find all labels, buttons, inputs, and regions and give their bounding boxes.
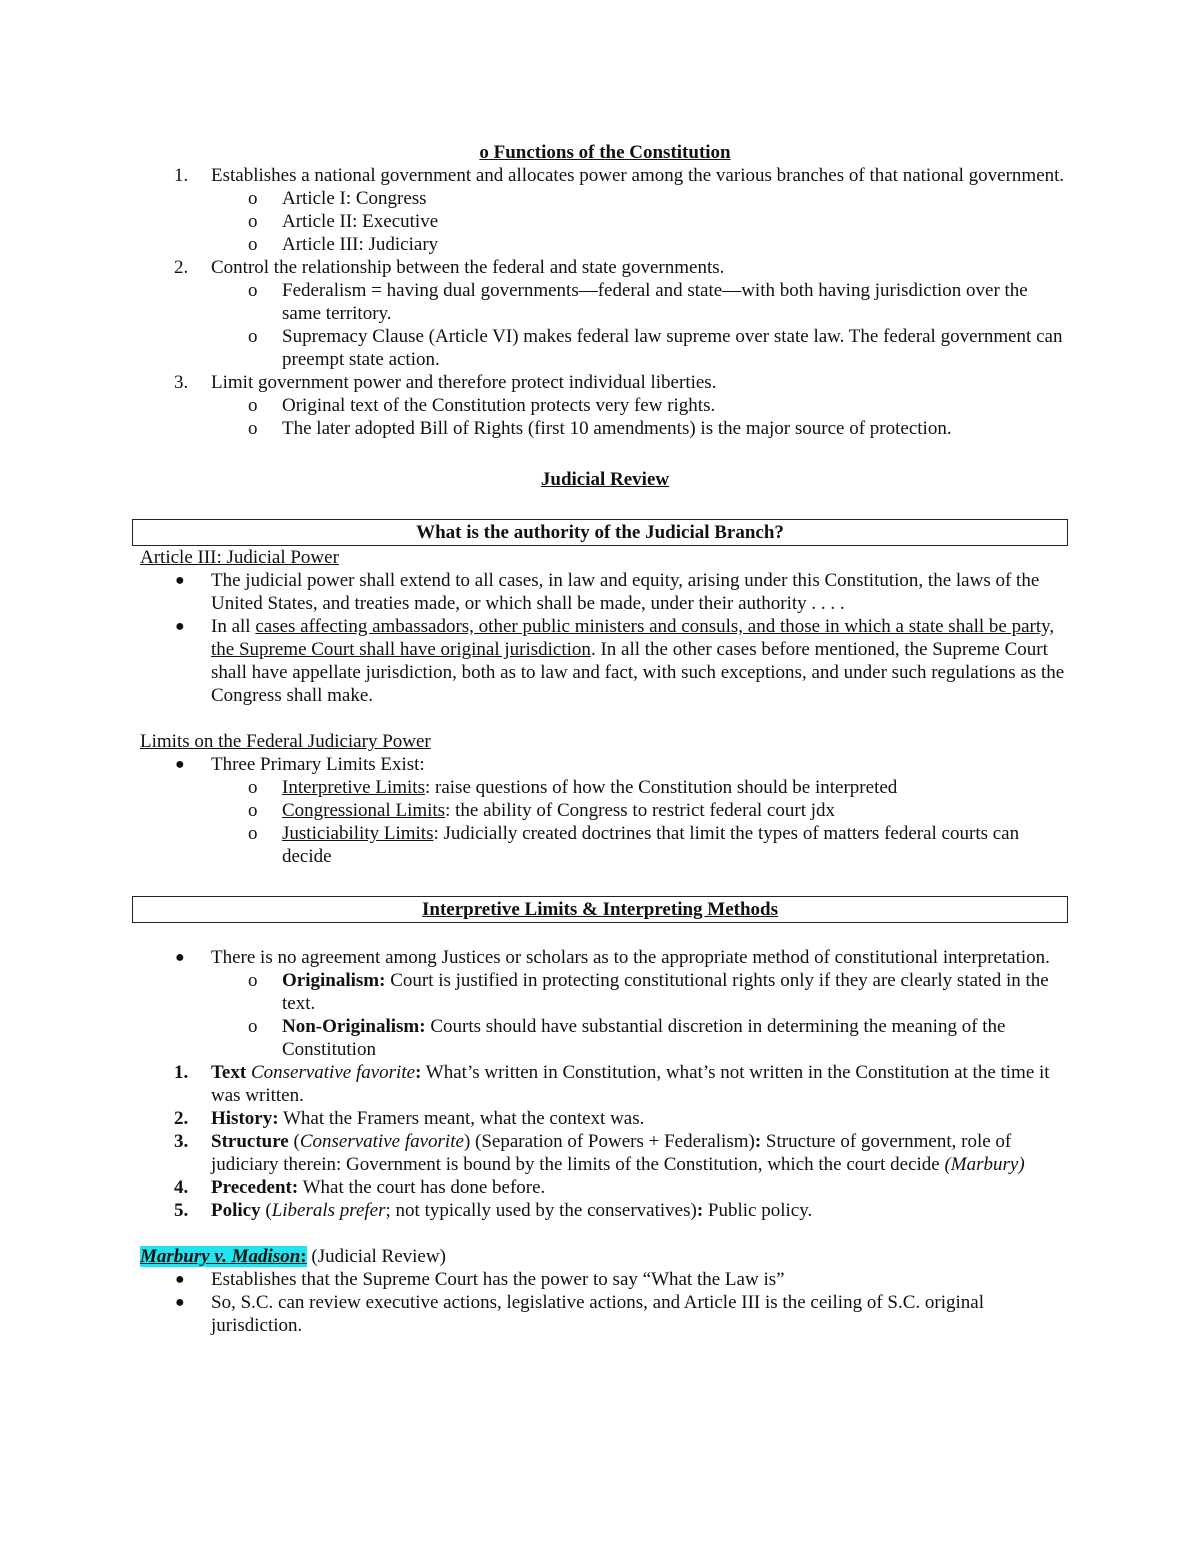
bullet-icon: ● — [175, 949, 185, 966]
method-label: Text — [211, 1062, 247, 1083]
nonoriginalism-label: Non-Originalism: — [282, 1016, 426, 1037]
sub-item — [140, 210, 1070, 233]
bullet-item — [140, 615, 1070, 707]
limit-text: : Judicially created doctrines that limit the types of matters federal courts can decide — [282, 823, 1020, 867]
sub-item — [140, 233, 1070, 256]
list-number: 4. — [174, 1177, 189, 1198]
sub-item — [140, 279, 1070, 325]
bullet-item — [140, 1291, 1070, 1337]
o-bullet-icon: o — [248, 800, 258, 821]
bullet-icon: ● — [175, 1271, 185, 1288]
bullet-text — [211, 615, 1070, 707]
method-label: Policy — [211, 1200, 261, 1221]
originalism-label: Originalism: — [282, 970, 386, 991]
method-label: History: — [211, 1108, 279, 1129]
o-bullet-icon: o — [248, 823, 258, 844]
bullet-item — [140, 946, 1070, 969]
case-subtitle: (Judicial Review) — [306, 1246, 446, 1267]
bullet-icon: ● — [175, 756, 185, 773]
method-extra: ; not typically used by the conservatives) — [385, 1200, 697, 1221]
bullet-text-post: . In all the other cases before mentioned, the Supreme Court shall have appellate jurisdiction, both as to law and fact, with such exceptions, and under such regulations as the Congress shall make. — [211, 639, 1065, 706]
method-desc: What the Framers meant, what the context was. — [278, 1108, 645, 1129]
case-name: Marbury v. Madison — [140, 1246, 301, 1267]
section-title-functions: o Functions of the Constitution — [479, 142, 731, 163]
sub-text — [282, 1015, 1070, 1061]
method-text — [211, 1061, 1070, 1107]
o-bullet-icon: o — [248, 395, 258, 416]
originalism-text: Court is justified in protecting constitutional rights only if they are clearly stated in the text. — [282, 970, 1049, 1014]
limit-text: : raise questions of how the Constitution should be interpreted — [424, 777, 898, 798]
o-bullet-icon: o — [248, 1016, 258, 1037]
sub-item — [140, 394, 1070, 417]
method-text — [211, 1107, 1070, 1130]
sub-text — [282, 799, 1070, 822]
method-desc: Structure of government, role of judiciary therein: Government is bound by the limits of the Constitution, which the court decide — [211, 1131, 1012, 1175]
bullet-item — [140, 569, 1070, 615]
sub-item — [140, 325, 1070, 371]
list-number: 1. — [174, 165, 189, 186]
list-item — [140, 256, 1070, 279]
bullet-text: So, S.C. can review executive actions, legislative actions, and Article III is the ceiling of S.C. original jurisdiction. — [211, 1292, 984, 1336]
o-bullet-icon: o — [248, 326, 258, 347]
bullet-item — [140, 753, 1070, 776]
method-item — [140, 1176, 1070, 1199]
o-bullet-icon: o — [248, 234, 258, 255]
sub-text: Article I: Congress — [282, 188, 427, 209]
o-bullet-icon: o — [248, 777, 258, 798]
sub-text — [282, 969, 1070, 1015]
method-sep: : — [696, 1200, 704, 1221]
sub-text: Article III: Judiciary — [282, 234, 439, 255]
list-item — [140, 164, 1070, 187]
method-text — [211, 1176, 1070, 1199]
method-text: Structure (Conservative favorite) (Separation of Powers + Federalism): Structure of government, role of judiciary therein: Government is bound by the limits of the Constitution, which the court decide (Marbury) — [211, 1131, 1025, 1175]
method-sep: : — [754, 1131, 762, 1152]
sub-text: Supremacy Clause (Article VI) makes federal law supreme over state law. The federal government can preempt state action. — [282, 326, 1063, 370]
list-number: 2. — [174, 1108, 189, 1129]
list-number: 1. — [174, 1062, 189, 1083]
bullet-item — [140, 1268, 1070, 1291]
sub-text: The later adopted Bill of Rights (first 10 amendments) is the major source of protection. — [282, 418, 952, 439]
method-note: Conservative favorite — [250, 1062, 416, 1083]
sub-item — [140, 187, 1070, 210]
o-bullet-icon: o — [248, 280, 258, 301]
o-bullet-icon: o — [248, 188, 258, 209]
bullet-icon: ● — [175, 618, 185, 635]
limits-heading: Limits on the Federal Judiciary Power — [140, 731, 431, 752]
method-label: Precedent: — [211, 1177, 299, 1198]
case-colon: : — [300, 1246, 307, 1267]
method-desc: What the court has done before. — [298, 1177, 546, 1198]
list-number: 5. — [174, 1200, 189, 1221]
method-note: Liberals prefer — [271, 1200, 386, 1221]
sub-text: Article II: Executive — [282, 211, 439, 232]
method-item — [140, 1130, 1070, 1176]
sub-item — [140, 1015, 1070, 1061]
o-bullet-icon: o — [248, 418, 258, 439]
nonoriginalism-text: Courts should have substantial discretion in determining the meaning of the Constitution — [282, 1016, 1006, 1060]
bullet-text: Establishes that the Supreme Court has the power to say “What the Law is” — [211, 1269, 785, 1290]
list-number: 3. — [174, 1131, 189, 1152]
method-text: Policy (Liberals prefer; not typically used by the conservatives): Public policy. — [211, 1200, 813, 1221]
list-text: Establishes a national government and allocates power among the various branches of that national government. — [211, 165, 1065, 186]
box-heading-interpretive: Interpretive Limits & Interpreting Methods — [132, 896, 1068, 923]
method-item — [140, 1061, 1070, 1107]
method-extra: (Separation of Powers + Federalism) — [470, 1131, 755, 1152]
sub-text — [282, 822, 1070, 868]
method-note: Conservative favorite — [299, 1131, 464, 1152]
bullet-text: There is no agreement among Justices or scholars as to the appropriate method of constitutional interpretation. — [211, 947, 1050, 968]
method-sep: : — [415, 1062, 422, 1083]
sub-item — [140, 776, 1070, 799]
list-number: 2. — [174, 257, 189, 278]
method-desc: Public policy. — [703, 1200, 813, 1221]
bullet-icon: ● — [175, 572, 185, 589]
case-heading — [140, 1245, 1070, 1268]
document-page — [140, 141, 1070, 1337]
list-text: Limit government power and therefore protect individual liberties. — [211, 372, 717, 393]
method-label: Structure — [211, 1131, 289, 1152]
limit-text: : the ability of Congress to restrict federal court jdx — [445, 800, 835, 821]
bullet-text: The judicial power shall extend to all cases, in law and equity, arising under this Constitution, the laws of the United States, and treaties made, or which shall be made, under their authority . . . . — [211, 570, 1040, 614]
section-title-judicial-review: Judicial Review — [540, 469, 670, 490]
method-item — [140, 1107, 1070, 1130]
bullet-icon: ● — [175, 1294, 185, 1311]
limit-label: Congressional Limits — [282, 800, 446, 821]
list-number: 3. — [174, 372, 189, 393]
method-item — [140, 1199, 1070, 1222]
bullet-text-pre: In all — [211, 616, 256, 637]
bullet-text-underlined: cases affecting ambassadors, other public ministers and consuls, and those in which a state shall be party, the Supreme Court shall have original jurisdiction — [211, 616, 1055, 660]
sub-item — [140, 799, 1070, 822]
limit-label: Justiciability Limits — [282, 823, 434, 844]
o-bullet-icon: o — [248, 970, 258, 991]
sub-item — [140, 822, 1070, 868]
sub-item — [140, 969, 1070, 1015]
method-tail: (Marbury) — [944, 1154, 1025, 1175]
sub-text: Federalism = having dual governments—federal and state—with both having jurisdiction over the same territory. — [282, 280, 1028, 324]
bullet-text: Three Primary Limits Exist: — [211, 754, 425, 775]
list-item — [140, 371, 1070, 394]
article-heading: Article III: Judicial Power — [140, 547, 339, 568]
o-bullet-icon: o — [248, 211, 258, 232]
method-desc: What’s written in Constitution, what’s not written in the Constitution at the time it was written. — [211, 1062, 1050, 1106]
sub-text: Original text of the Constitution protects very few rights. — [282, 395, 716, 416]
box-heading-authority: What is the authority of the Judicial Branch? — [132, 519, 1068, 546]
sub-item — [140, 417, 1070, 440]
limit-label: Interpretive Limits — [282, 777, 425, 798]
list-text: Control the relationship between the federal and state governments. — [211, 257, 725, 278]
sub-text — [282, 776, 1070, 799]
